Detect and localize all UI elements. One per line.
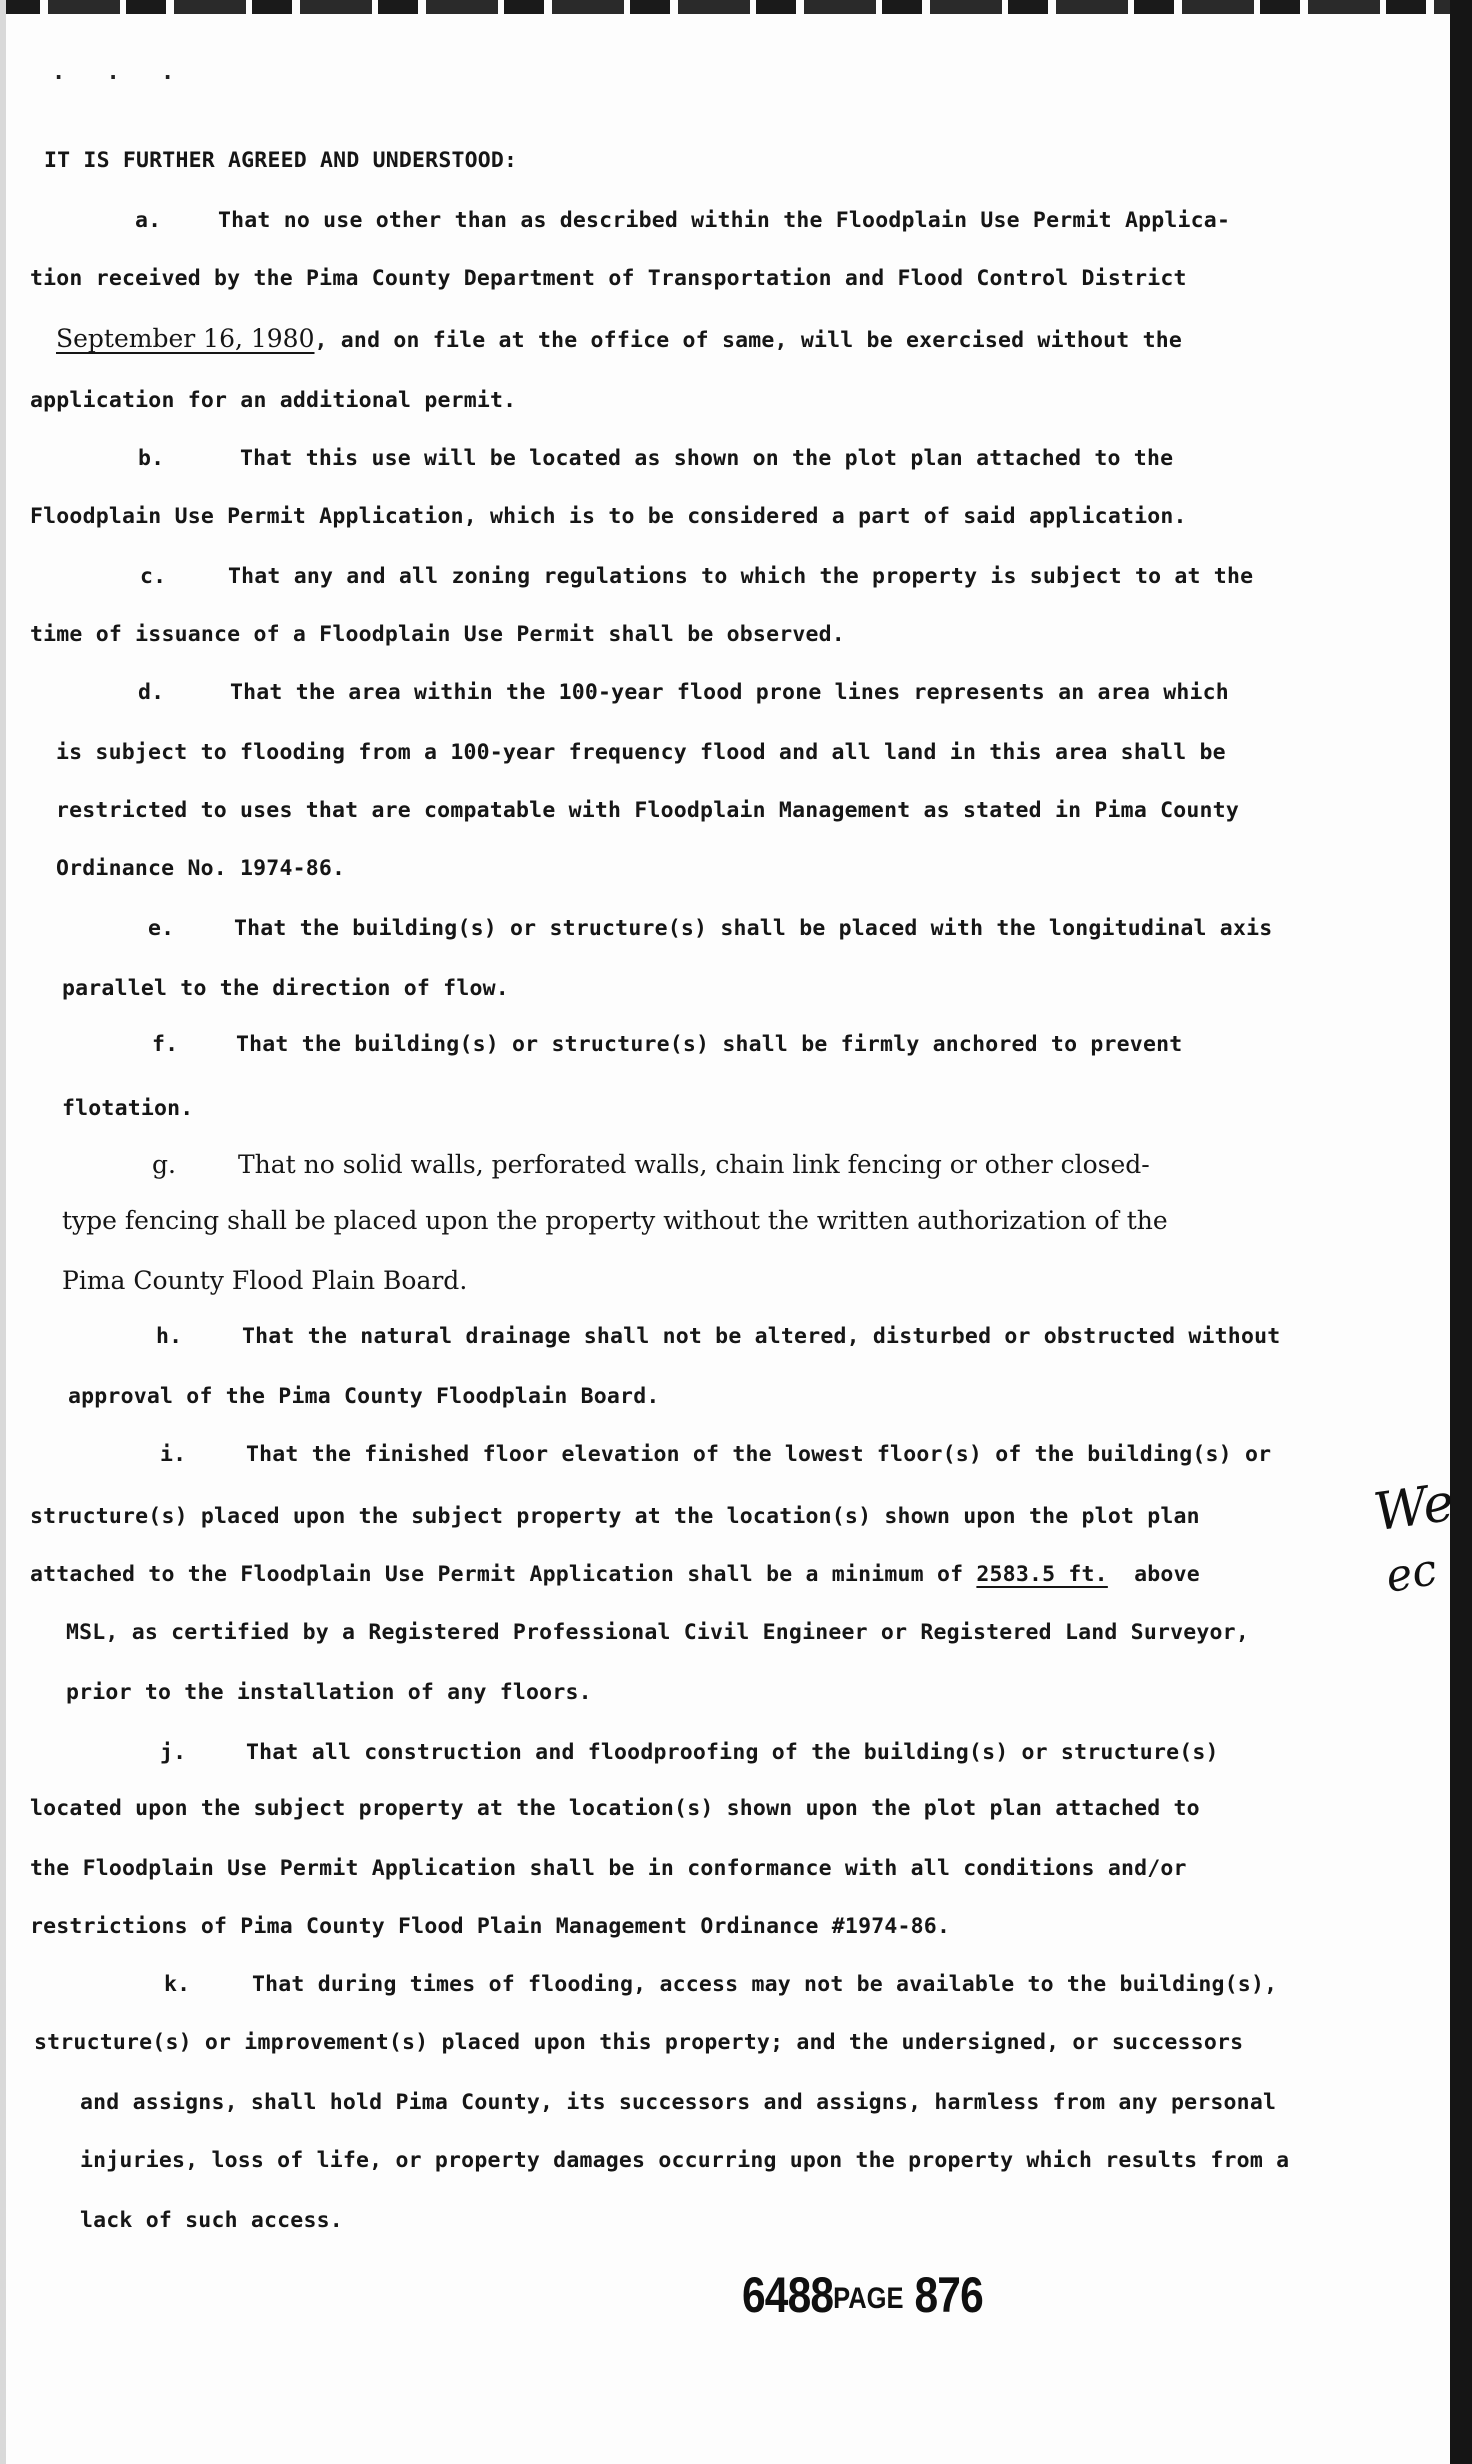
scan-edge-right [1450,0,1472,2464]
scan-edge-left [0,0,6,2464]
item-e-marker: e. [148,916,175,941]
item-d-marker: d. [138,680,165,705]
docket-page-stamp [742,2266,983,2324]
item-d-line-1: That the area within the 100-year flood prone lines represents an area which [230,680,1229,705]
item-a-marker: a. [135,208,162,233]
docket-mid-label: PAGE [833,2281,904,2315]
item-i-line-3-post: above [1134,1562,1200,1587]
item-c-line-2: time of issuance of a Floodplain Use Permit shall be observed. [30,622,845,647]
handwritten-initials: We [1370,1472,1458,1544]
item-j-marker: j. [160,1740,187,1765]
item-k-line-4: injuries, loss of life, or property damages occurring upon the property which results from a [80,2148,1290,2173]
item-i-line-3 [30,1562,1200,1587]
item-e-line-2: parallel to the direction of flow. [62,976,509,1001]
item-a-line-2: tion received by the Pima County Department of Transportation and Flood Control District [30,266,1187,291]
item-f-marker: f. [152,1032,179,1057]
item-e-line-1: That the building(s) or structure(s) shall be placed with the longitudinal axis [234,916,1273,941]
item-g-line-3: Pima County Flood Plain Board. [62,1266,468,1295]
scan-edge-top [0,0,1472,14]
item-i-line-4: MSL, as certified by a Registered Professional Civil Engineer or Registered Land Surveyor, [66,1620,1249,1645]
item-i-line-2: structure(s) placed upon the subject property at the location(s) shown upon the plot plan [30,1504,1200,1529]
docket-number: 6488 [742,2267,834,2323]
item-j-line-1: That all construction and floodproofing of the building(s) or structure(s) [246,1740,1219,1765]
item-k-line-1: That during times of flooding, access may not be available to the building(s), [252,1972,1278,1997]
item-a-line-4: application for an additional permit. [30,388,517,413]
item-c-line-1: That any and all zoning regulations to which the property is subject to at the [228,564,1254,589]
item-d-line-2: is subject to flooding from a 100-year frequency flood and all land in this area shall be [56,740,1226,765]
item-i-marker: i. [160,1442,187,1467]
item-k-marker: k. [164,1972,191,1997]
docket-page-number: 876 [914,2267,983,2323]
item-b-line-1: That this use will be located as shown on the plot plan attached to the [240,446,1174,471]
section-heading: IT IS FURTHER AGREED AND UNDERSTOOD: [44,148,518,173]
item-a-line-1: That no use other than as described within the Floodplain Use Permit Applica- [218,208,1231,233]
item-h-line-2: approval of the Pima County Floodplain Board. [68,1384,660,1409]
item-g-line-2: type fencing shall be placed upon the property without the written authorization of the [62,1206,1168,1235]
item-f-line-1: That the building(s) or structure(s) shall be firmly anchored to prevent [236,1032,1183,1057]
item-a-line-3 [56,324,1182,353]
item-k-line-2: structure(s) or improvement(s) placed upon this property; and the undersigned, or successors [34,2030,1244,2055]
minimum-floor-elevation: 2583.5 ft. [976,1562,1108,1587]
item-i-line-5: prior to the installation of any floors. [66,1680,592,1705]
item-k-line-5: lack of such access. [80,2208,343,2233]
item-a-line-3-rest: , and on file at the office of same, will be exercised without the [314,328,1183,353]
handwritten-initials-2: ec [1381,1543,1441,1604]
item-b-marker: b. [138,446,165,471]
permit-received-date: September 16, 1980 [56,324,315,353]
item-i-line-3-pre: attached to the Floodplain Use Permit Application shall be a minimum of [30,1562,964,1587]
item-g-line-1: That no solid walls, perforated walls, chain link fencing or other closed- [238,1150,1150,1179]
item-j-line-3: the Floodplain Use Permit Application shall be in conformance with all conditions and/or [30,1856,1187,1881]
item-k-line-3: and assigns, shall hold Pima County, its successors and assigns, harmless from any personal [80,2090,1277,2115]
item-f-line-2: flotation. [62,1096,194,1121]
item-d-line-3: restricted to uses that are compatable with Floodplain Management as stated in Pima County [56,798,1239,823]
item-h-line-1: That the natural drainage shall not be altered, disturbed or obstructed without [242,1324,1281,1349]
item-h-marker: h. [156,1324,183,1349]
item-d-line-4: Ordinance No. 1974-86. [56,856,346,881]
item-i-line-1: That the finished floor elevation of the lowest floor(s) of the building(s) or [246,1442,1272,1467]
item-c-marker: c. [140,564,167,589]
item-j-line-2: located upon the subject property at the location(s) shown upon the plot plan attached to [30,1796,1200,1821]
scan-specks: · · · [52,66,189,91]
item-g-marker: g. [152,1150,176,1179]
item-b-line-2: Floodplain Use Permit Application, which is to be considered a part of said application. [30,504,1187,529]
item-j-line-4: restrictions of Pima County Flood Plain Management Ordinance #1974-86. [30,1914,951,1939]
